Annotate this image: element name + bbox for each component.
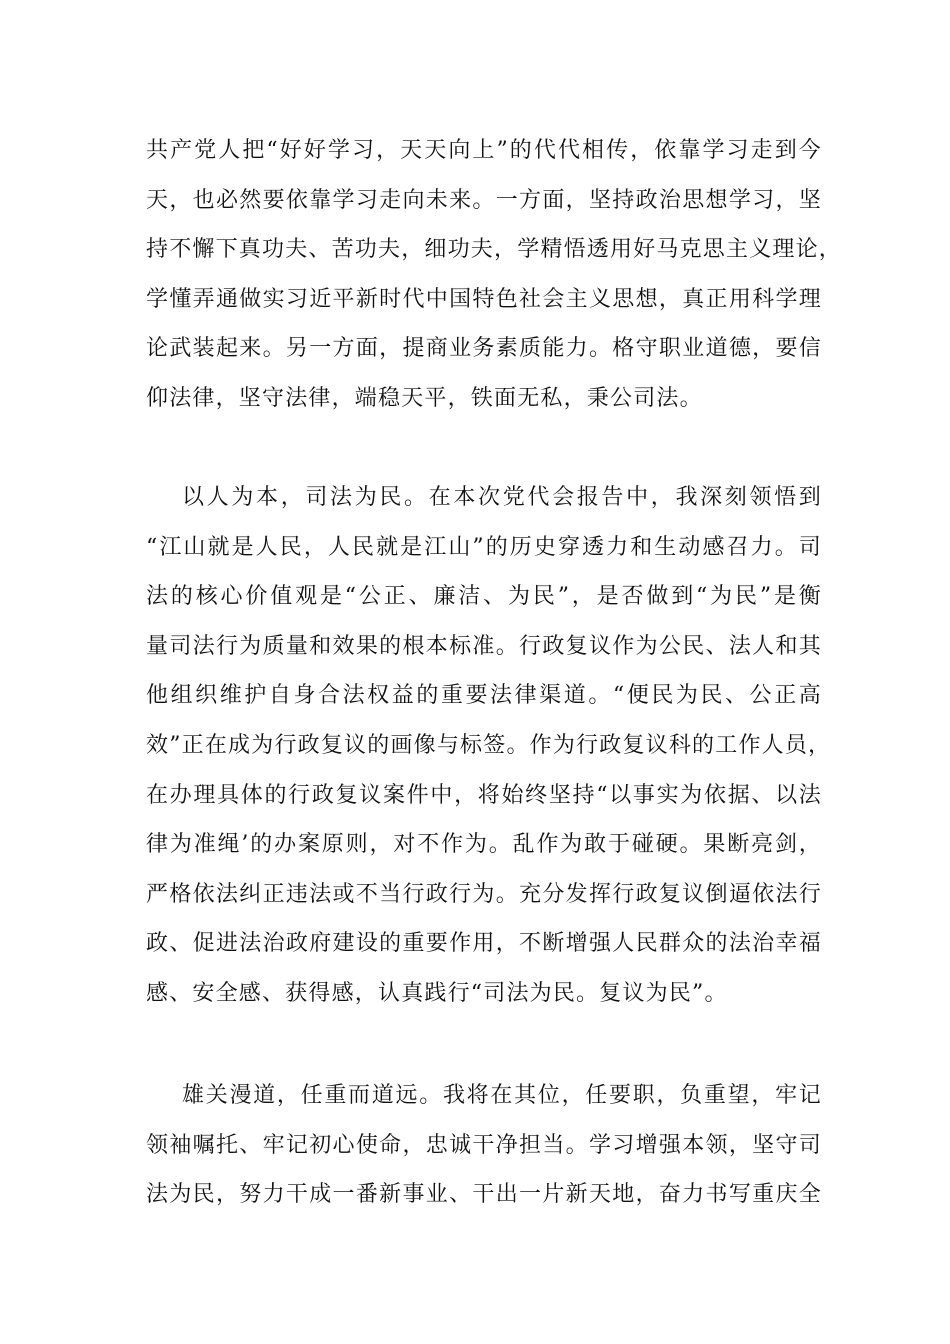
paragraph-study [146, 126, 843, 424]
text-line: 量司法行为质量和效果的根本标准。行政复议作为公民、法人和其 [146, 633, 822, 659]
text-line: 政、促进法治政府建设的重要作用，不断增强人民群众的法治幸福 [146, 931, 822, 957]
paragraph-long-road [146, 1071, 822, 1220]
text-line: 雄关漫道，任重而道远。我将在其位，任要职，负重望，牢记 [182, 1083, 822, 1108]
text-line: 法为民，努力干成一番新事业、干出一片新天地，奋力书写重庆全 [146, 1182, 822, 1208]
text-line: 持不懈下真功夫、苦功夫，细功夫，学精悟透用好马克思主义理论， [146, 237, 843, 263]
text-line: 论武装起来。另一方面，提商业务素质能力。格守职业道德，要信 [146, 336, 822, 362]
text-line: 效”正在成为行政复议的画像与标签。作为行政复议科的工作人员， [146, 732, 832, 758]
text-line: 共产党人把“好好学习，天天向上”的代代相传，依靠学习走到今 [146, 138, 822, 163]
text-line: 法的核心价值观是“公正、廉洁、为民”，是否做到“为民”是衡 [146, 584, 822, 610]
text-line: 他组织维护自身合法权益的重要法律渠道。“便民为民、公正高 [146, 683, 822, 709]
text-line: “江山就是人民，人民就是江山”的历史穿透力和生动感召力。司 [146, 534, 822, 560]
text-line: 以人为本，司法为民。在本次党代会报告中，我深刻领悟到 [182, 485, 822, 510]
paragraph-people-oriented [146, 473, 832, 1019]
text-line: 领袖嘱托、牢记初心使命，忠诚干净担当。学习增强本领，坚守司 [146, 1132, 822, 1158]
text-line: 仰法律，坚守法律，端稳天平，铁面无私，秉公司法。 [146, 385, 703, 411]
text-line: 天，也必然要依靠学习走向未来。一方面，坚持政治思想学习，坚 [146, 187, 822, 213]
text-line: 感、安全感、获得感，认真践行“司法为民。复议为民”。 [146, 980, 728, 1006]
text-line: 在办理具体的行政复议案件中，将始终坚持“以事实为依据、以法 [146, 782, 822, 808]
text-line: 律为准绳’的办案原则，对不作为。乱作为敢于碰硬。果断亮剑， [146, 832, 822, 858]
text-line: 学懂弄通做实习近平新时代中国特色社会主义思想，真正用科学理 [146, 286, 822, 312]
text-line: 严格依法纠正违法或不当行政行为。充分发挥行政复议倒逼依法行 [146, 881, 822, 907]
